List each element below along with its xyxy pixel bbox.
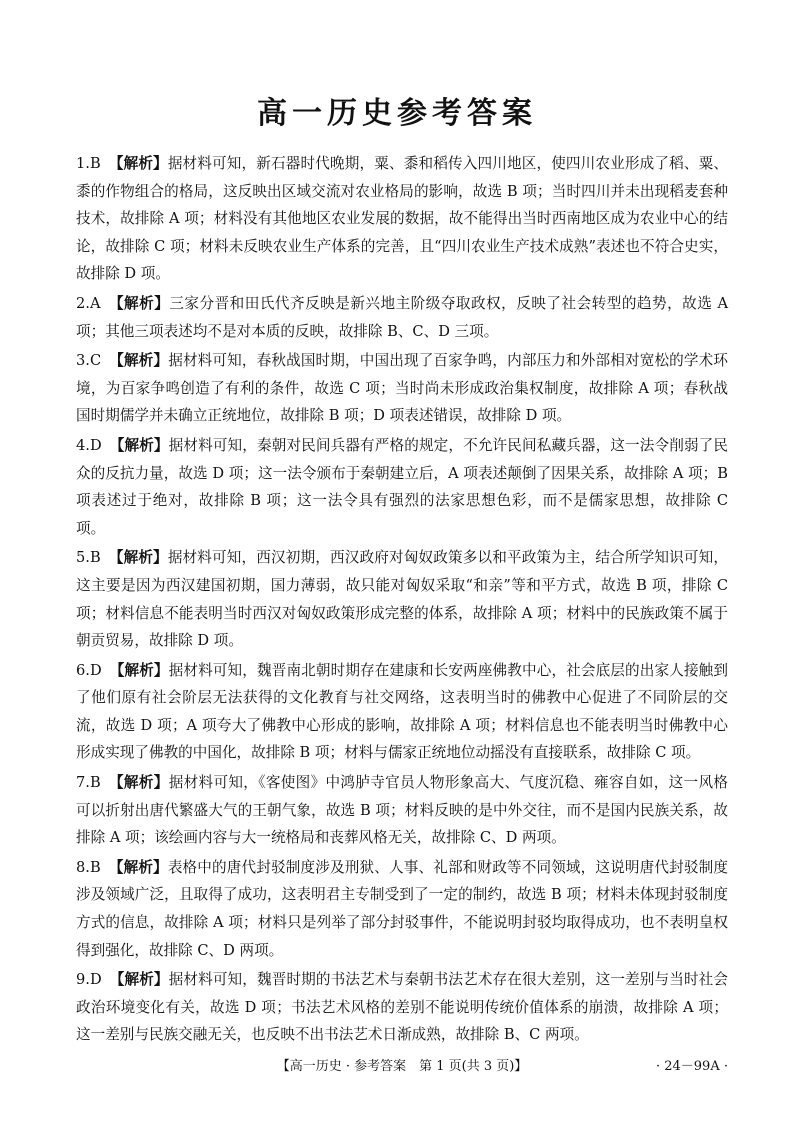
question-number: 1. [76,155,90,172]
analysis-text: 据材料可知，秦朝对民间兵器有严格的规定，不允许民间私藏兵器，这一法令削弱了民众的反抗力量，故选 D 项；这一法令颁布于秦朝建立后，A 项表述颠倒了因果关系，故排除 A 项；B 项表述过于绝对，故排除 B 项；这一法令具有强烈的法家思想色彩，而不是儒家思想，故排除 C 项。 [76,436,728,537]
analysis-tag: 【解析】 [109,661,169,679]
analysis-text: 据材料可知，春秋战国时期，中国出现了百家争鸣，内部压力和外部相对宽松的学术环境，为百家争鸣创造了有利的条件，故选 C 项；当时尚未形成政治集权制度，故排除 A 项；春秋战国时期儒学并未确立正统地位，故排除 B 项；D 项表述错误，故排除 D 项。 [76,352,728,425]
question-8 [76,854,728,964]
analysis-tag: 【解析】 [109,436,169,454]
question-3 [76,347,728,430]
analysis-text: 据材料可知，魏晋时期的书法艺术与秦朝书法艺术存在很大差别，这一差别与当时社会政治环境变化有关，故选 D 项；书法艺术风格的差别不能说明传统价值体系的崩溃，故排除 A 项；这一差别与民族交融无关，也反映不出书法艺术日渐成熟，故排除 B、C 两项。 [76,971,728,1044]
analysis-text: 表格中的唐代封驳制度涉及刑狱、人事、礼部和财政等不同领域，这说明唐代封驳制度涉及领域广泛，且取得了成功，这表明君主专制受到了一定的制约，故选 B 项；材料未体现封驳制度方式的信息，故排除 A 项；材料只是列举了部分封驳事件，不能说明封驳均取得成功，也不表明皇权得到强化，故排除 C、D 两项。 [76,858,728,959]
question-answer: B [89,549,101,567]
question-answer: C [89,352,102,370]
analysis-text: 据材料可知，《客使图》中鸿胪寺官员人物形象高大、气度沉稳、雍容自如，这一风格可以折射出唐代繁盛大气的王朝气象，故选 B 项；材料反映的是中外交往，而不是国内民族关系，故排除 A 项；该绘画内容与大一统格局和丧葬风格无关，故排除 C、D 两项。 [76,774,728,847]
question-2 [76,290,728,345]
question-answer: D [89,971,102,989]
question-number: 3. [76,352,90,370]
question-5 [76,544,728,654]
analysis-tag: 【解析】 [108,858,168,876]
question-answer: D [89,436,102,454]
question-number: 9. [76,971,90,989]
question-1 [76,150,728,288]
answer-list [76,150,728,1051]
analysis-text: 据材料可知，魏晋南北朝时期存在建康和长安两座佛教中心，社会底层的出家人接触到了他们原有社会阶层无法获得的文化教育与社交网络，这表明当时的佛教中心促进了不同阶层的交流，故选 D 项；A 项夸大了佛教中心形成的影响，故排除 A 项；材料信息也不能表明当时佛教中心形成实现了佛教的中国化，故排除 B 项；材料与儒家正统地位动摇没有直接联系，故排除 C 项。 [76,661,728,762]
question-answer: B [89,858,101,876]
analysis-tag: 【解析】 [108,549,168,567]
analysis-text: 据材料可知，新石器时代晚期，粟、黍和稻传入四川地区，使四川农业形成了稻、粟、黍的作物组合的格局，这反映出区域交流对农业格局的影响，故选 B 项；当时四川并未出现稻麦套种技术，故排除 A 项；材料没有其他地区农业发展的数据，故不能得出当时西南地区成为农业中心的结论，故排除 C 项；材料未反映农业生产体系的完善，且“四川农业生产技术成熟”表述也不符合史实，故排除 D 项。 [76,155,728,283]
question-4 [76,432,728,542]
question-7 [76,769,728,852]
question-number: 5. [76,549,90,567]
analysis-tag: 【解析】 [108,774,169,792]
analysis-text: 三家分晋和田氏代齐反映是新兴地主阶级夺取政权，反映了社会转型的趋势，故选 A 项；其他三项表述均不是对本质的反映，故排除 B、C、D 三项。 [76,294,728,340]
page-title: 高一历史参考答案 [257,96,537,131]
page-footer [76,1055,728,1077]
analysis-tag: 【解析】 [109,352,169,370]
analysis-tag: 【解析】 [108,155,168,172]
question-number: 2. [76,294,90,312]
question-answer: D [89,661,102,679]
question-number: 4. [76,436,90,454]
question-number: 8. [76,858,90,876]
question-6 [76,657,728,767]
question-answer: A [89,294,101,312]
analysis-tag: 【解析】 [108,294,170,312]
question-number: 6. [76,661,90,679]
footer-page-info: 【高一历史 · 参考答案 第 1 页(共 3 页)】 [276,1059,528,1074]
question-answer: B [89,155,101,172]
question-number: 7. [76,774,90,792]
analysis-text: 据材料可知，西汉初期，西汉政府对匈奴政策多以和平政策为主，结合所学知识可知，这主要是因为西汉建国初期，国力薄弱，故只能对匈奴采取“和亲”等和平方式，故选 B 项，排除 C 项；材料信息不能表明当时西汉对匈奴政策形成完整的体系，故排除 A 项；材料中的民族政策不属于朝贡贸易，故排除 D 项。 [76,549,728,650]
analysis-tag: 【解析】 [109,971,169,989]
question-answer: B [89,774,101,792]
question-9 [76,966,728,1049]
footer-code: · 24－99A · [655,1059,728,1074]
